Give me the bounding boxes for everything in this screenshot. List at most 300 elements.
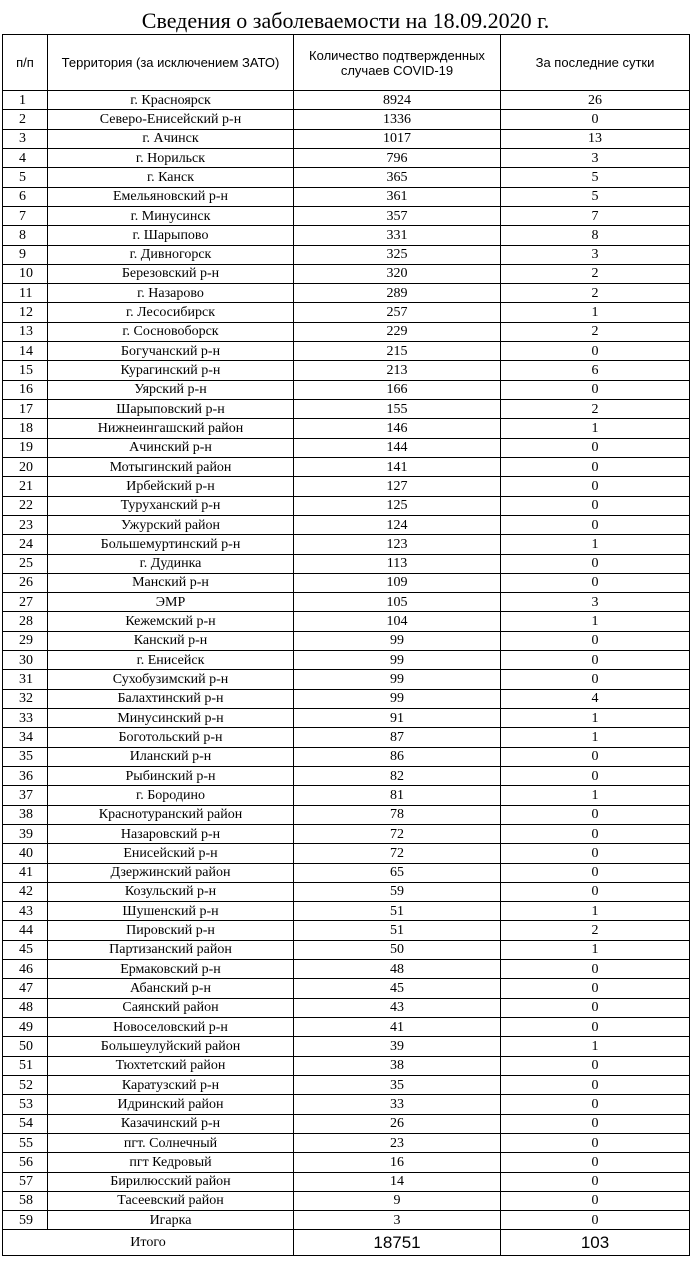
table-row	[3, 902, 690, 921]
confirmed-cases: 16	[294, 1153, 501, 1172]
confirmed-cases: 86	[294, 747, 501, 766]
last-day-cases: 0	[501, 380, 690, 399]
last-day-cases: 2	[501, 322, 690, 341]
last-day-cases: 8	[501, 226, 690, 245]
table-row	[3, 400, 690, 419]
row-number: 47	[3, 979, 48, 998]
table-row	[3, 554, 690, 573]
row-number: 1	[3, 91, 48, 110]
last-day-cases: 0	[501, 1172, 690, 1191]
territory-name: Партизанский район	[48, 940, 294, 959]
last-day-cases: 0	[501, 631, 690, 650]
table-row	[3, 593, 690, 612]
last-day-cases: 0	[501, 863, 690, 882]
table-row	[3, 438, 690, 457]
row-number: 6	[3, 187, 48, 206]
territory-name: г. Бородино	[48, 786, 294, 805]
table-row	[3, 361, 690, 380]
table-row	[3, 689, 690, 708]
total-cases: 18751	[294, 1230, 501, 1256]
row-number: 31	[3, 670, 48, 689]
table-row	[3, 1211, 690, 1230]
territory-name: Мотыгинский район	[48, 457, 294, 476]
row-number: 49	[3, 1018, 48, 1037]
territory-name: Нижнеингашский район	[48, 419, 294, 438]
table-row	[3, 187, 690, 206]
territory-name: Сухобузимский р-н	[48, 670, 294, 689]
table-row	[3, 1153, 690, 1172]
table-row	[3, 805, 690, 824]
last-day-cases: 1	[501, 902, 690, 921]
table-row	[3, 1056, 690, 1075]
table-row	[3, 1133, 690, 1152]
confirmed-cases: 72	[294, 844, 501, 863]
row-number: 56	[3, 1153, 48, 1172]
confirmed-cases: 50	[294, 940, 501, 959]
table-row	[3, 1095, 690, 1114]
confirmed-cases: 357	[294, 206, 501, 225]
last-day-cases: 1	[501, 709, 690, 728]
row-number: 32	[3, 689, 48, 708]
table-row	[3, 960, 690, 979]
table-row	[3, 786, 690, 805]
confirmed-cases: 51	[294, 902, 501, 921]
row-number: 55	[3, 1133, 48, 1152]
last-day-cases: 0	[501, 1114, 690, 1133]
territory-name: Бирилюсский район	[48, 1172, 294, 1191]
table-row	[3, 457, 690, 476]
confirmed-cases: 144	[294, 438, 501, 457]
table-row	[3, 1075, 690, 1094]
row-number: 37	[3, 786, 48, 805]
table-row	[3, 651, 690, 670]
last-day-cases: 0	[501, 477, 690, 496]
last-day-cases: 1	[501, 303, 690, 322]
table-row	[3, 496, 690, 515]
territory-name: Боготольский р-н	[48, 728, 294, 747]
confirmed-cases: 361	[294, 187, 501, 206]
last-day-cases: 3	[501, 245, 690, 264]
row-number: 53	[3, 1095, 48, 1114]
table-row	[3, 863, 690, 882]
confirmed-cases: 3	[294, 1211, 501, 1230]
confirmed-cases: 78	[294, 805, 501, 824]
territory-name: Саянский район	[48, 998, 294, 1017]
last-day-cases: 0	[501, 496, 690, 515]
confirmed-cases: 43	[294, 998, 501, 1017]
confirmed-cases: 99	[294, 689, 501, 708]
last-day-cases: 0	[501, 1075, 690, 1094]
row-number: 58	[3, 1191, 48, 1210]
confirmed-cases: 104	[294, 612, 501, 631]
table-row	[3, 264, 690, 283]
row-number: 40	[3, 844, 48, 863]
last-day-cases: 0	[501, 515, 690, 534]
territory-name: г. Назарово	[48, 284, 294, 303]
territory-name: г. Дивногорск	[48, 245, 294, 264]
territory-name: Идринский район	[48, 1095, 294, 1114]
confirmed-cases: 166	[294, 380, 501, 399]
table-row	[3, 129, 690, 148]
confirmed-cases: 82	[294, 766, 501, 785]
table-row	[3, 709, 690, 728]
confirmed-cases: 215	[294, 342, 501, 361]
territory-name: Емельяновский р-н	[48, 187, 294, 206]
territory-name: Казачинский р-н	[48, 1114, 294, 1133]
last-day-cases: 0	[501, 960, 690, 979]
confirmed-cases: 65	[294, 863, 501, 882]
territory-name: Назаровский р-н	[48, 824, 294, 843]
confirmed-cases: 99	[294, 631, 501, 650]
confirmed-cases: 127	[294, 477, 501, 496]
territory-name: г. Ачинск	[48, 129, 294, 148]
table-row	[3, 631, 690, 650]
table-row	[3, 728, 690, 747]
confirmed-cases: 99	[294, 651, 501, 670]
territory-name: Минусинский р-н	[48, 709, 294, 728]
last-day-cases: 1	[501, 728, 690, 747]
table-row	[3, 303, 690, 322]
row-number: 22	[3, 496, 48, 515]
last-day-cases: 0	[501, 1018, 690, 1037]
last-day-cases: 5	[501, 187, 690, 206]
row-number: 57	[3, 1172, 48, 1191]
last-day-cases: 0	[501, 342, 690, 361]
territory-name: пгт Кедровый	[48, 1153, 294, 1172]
row-number: 50	[3, 1037, 48, 1056]
confirmed-cases: 1017	[294, 129, 501, 148]
confirmed-cases: 45	[294, 979, 501, 998]
last-day-cases: 0	[501, 110, 690, 129]
row-number: 5	[3, 168, 48, 187]
territory-name: Козульский р-н	[48, 882, 294, 901]
row-number: 48	[3, 998, 48, 1017]
territory-name: Курагинский р-н	[48, 361, 294, 380]
last-day-cases: 7	[501, 206, 690, 225]
row-number: 43	[3, 902, 48, 921]
territory-name: Ирбейский р-н	[48, 477, 294, 496]
table-row	[3, 670, 690, 689]
table-row	[3, 882, 690, 901]
row-number: 46	[3, 960, 48, 979]
table-row	[3, 342, 690, 361]
last-day-cases: 0	[501, 1056, 690, 1075]
confirmed-cases: 99	[294, 670, 501, 689]
last-day-cases: 0	[501, 1095, 690, 1114]
table-row	[3, 1191, 690, 1210]
last-day-cases: 0	[501, 651, 690, 670]
last-day-cases: 0	[501, 882, 690, 901]
confirmed-cases: 113	[294, 554, 501, 573]
row-number: 39	[3, 824, 48, 843]
row-number: 26	[3, 573, 48, 592]
row-number: 35	[3, 747, 48, 766]
row-number: 13	[3, 322, 48, 341]
confirmed-cases: 87	[294, 728, 501, 747]
last-day-cases: 0	[501, 554, 690, 573]
territory-name: Новоселовский р-н	[48, 1018, 294, 1037]
last-day-cases: 0	[501, 766, 690, 785]
last-day-cases: 5	[501, 168, 690, 187]
territory-name: ЭМР	[48, 593, 294, 612]
territory-name: Игарка	[48, 1211, 294, 1230]
territory-name: Большеулуйский район	[48, 1037, 294, 1056]
row-number: 19	[3, 438, 48, 457]
confirmed-cases: 41	[294, 1018, 501, 1037]
row-number: 4	[3, 148, 48, 167]
territory-name: Большемуртинский р-н	[48, 535, 294, 554]
confirmed-cases: 109	[294, 573, 501, 592]
territory-name: Ермаковский р-н	[48, 960, 294, 979]
last-day-cases: 0	[501, 1153, 690, 1172]
territory-name: Ачинский р-н	[48, 438, 294, 457]
table-row	[3, 573, 690, 592]
row-number: 29	[3, 631, 48, 650]
territory-name: Иланский р-н	[48, 747, 294, 766]
territory-name: Абанский р-н	[48, 979, 294, 998]
row-number: 12	[3, 303, 48, 322]
row-number: 41	[3, 863, 48, 882]
confirmed-cases: 325	[294, 245, 501, 264]
confirmed-cases: 331	[294, 226, 501, 245]
last-day-cases: 0	[501, 457, 690, 476]
territory-name: Рыбинский р-н	[48, 766, 294, 785]
table-row	[3, 419, 690, 438]
last-day-cases: 0	[501, 1211, 690, 1230]
row-number: 3	[3, 129, 48, 148]
last-day-cases: 3	[501, 593, 690, 612]
confirmed-cases: 8924	[294, 91, 501, 110]
last-day-cases: 0	[501, 805, 690, 824]
table-row	[3, 535, 690, 554]
confirmed-cases: 91	[294, 709, 501, 728]
territory-name: г. Канск	[48, 168, 294, 187]
territory-name: Тюхтетский район	[48, 1056, 294, 1075]
territory-name: г. Норильск	[48, 148, 294, 167]
row-number: 38	[3, 805, 48, 824]
last-day-cases: 0	[501, 979, 690, 998]
confirmed-cases: 35	[294, 1075, 501, 1094]
last-day-cases: 6	[501, 361, 690, 380]
confirmed-cases: 1336	[294, 110, 501, 129]
confirmed-cases: 9	[294, 1191, 501, 1210]
row-number: 24	[3, 535, 48, 554]
confirmed-cases: 33	[294, 1095, 501, 1114]
last-day-cases: 4	[501, 689, 690, 708]
table-row	[3, 284, 690, 303]
row-number: 11	[3, 284, 48, 303]
header-confirmed-cases: Количество подтвержденных случаев COVID-19	[294, 35, 501, 91]
territory-name: Дзержинский район	[48, 863, 294, 882]
territory-name: Богучанский р-н	[48, 342, 294, 361]
territory-name: Манский р-н	[48, 573, 294, 592]
table-row	[3, 612, 690, 631]
row-number: 33	[3, 709, 48, 728]
row-number: 54	[3, 1114, 48, 1133]
confirmed-cases: 23	[294, 1133, 501, 1152]
table-row	[3, 921, 690, 940]
confirmed-cases: 48	[294, 960, 501, 979]
row-number: 10	[3, 264, 48, 283]
table-row	[3, 245, 690, 264]
last-day-cases: 0	[501, 998, 690, 1017]
table-row	[3, 148, 690, 167]
territory-name: г. Минусинск	[48, 206, 294, 225]
last-day-cases: 0	[501, 438, 690, 457]
row-number: 27	[3, 593, 48, 612]
table-row	[3, 766, 690, 785]
table-row	[3, 1037, 690, 1056]
last-day-cases: 1	[501, 786, 690, 805]
row-number: 21	[3, 477, 48, 496]
header-number: п/п	[3, 35, 48, 91]
territory-name: Балахтинский р-н	[48, 689, 294, 708]
table-row	[3, 1172, 690, 1191]
confirmed-cases: 72	[294, 824, 501, 843]
table-header-row	[3, 35, 690, 91]
confirmed-cases: 289	[294, 284, 501, 303]
confirmed-cases: 38	[294, 1056, 501, 1075]
row-number: 15	[3, 361, 48, 380]
table-row	[3, 477, 690, 496]
row-number: 18	[3, 419, 48, 438]
last-day-cases: 13	[501, 129, 690, 148]
confirmed-cases: 51	[294, 921, 501, 940]
row-number: 34	[3, 728, 48, 747]
territory-name: Туруханский р-н	[48, 496, 294, 515]
table-row	[3, 515, 690, 534]
territory-name: Каратузский р-н	[48, 1075, 294, 1094]
territory-name: г. Дудинка	[48, 554, 294, 573]
confirmed-cases: 81	[294, 786, 501, 805]
last-day-cases: 0	[501, 573, 690, 592]
territory-name: г. Лесосибирск	[48, 303, 294, 322]
territory-name: г. Шарыпово	[48, 226, 294, 245]
last-day-cases: 3	[501, 148, 690, 167]
territory-name: Северо-Енисейский р-н	[48, 110, 294, 129]
confirmed-cases: 320	[294, 264, 501, 283]
row-number: 52	[3, 1075, 48, 1094]
territory-name: Пировский р-н	[48, 921, 294, 940]
row-number: 28	[3, 612, 48, 631]
territory-name: Шарыповский р-н	[48, 400, 294, 419]
covid-cases-table	[2, 34, 690, 1256]
last-day-cases: 0	[501, 1133, 690, 1152]
confirmed-cases: 125	[294, 496, 501, 515]
table-row	[3, 380, 690, 399]
table-row	[3, 998, 690, 1017]
row-number: 42	[3, 882, 48, 901]
table-row	[3, 844, 690, 863]
row-number: 14	[3, 342, 48, 361]
last-day-cases: 1	[501, 940, 690, 959]
last-day-cases: 0	[501, 670, 690, 689]
confirmed-cases: 39	[294, 1037, 501, 1056]
confirmed-cases: 365	[294, 168, 501, 187]
table-body	[3, 91, 690, 1230]
row-number: 25	[3, 554, 48, 573]
row-number: 44	[3, 921, 48, 940]
total-label: Итого	[3, 1230, 294, 1256]
territory-name: Березовский р-н	[48, 264, 294, 283]
table-row	[3, 91, 690, 110]
table-row	[3, 1114, 690, 1133]
row-number: 20	[3, 457, 48, 476]
total-last-day: 103	[501, 1230, 690, 1256]
table-row	[3, 110, 690, 129]
table-row	[3, 940, 690, 959]
row-number: 7	[3, 206, 48, 225]
row-number: 36	[3, 766, 48, 785]
table-row	[3, 824, 690, 843]
last-day-cases: 1	[501, 612, 690, 631]
row-number: 2	[3, 110, 48, 129]
territory-name: г. Енисейск	[48, 651, 294, 670]
confirmed-cases: 796	[294, 148, 501, 167]
confirmed-cases: 26	[294, 1114, 501, 1133]
row-number: 59	[3, 1211, 48, 1230]
territory-name: Уярский р-н	[48, 380, 294, 399]
row-number: 8	[3, 226, 48, 245]
confirmed-cases: 229	[294, 322, 501, 341]
last-day-cases: 2	[501, 284, 690, 303]
row-number: 45	[3, 940, 48, 959]
confirmed-cases: 105	[294, 593, 501, 612]
territory-name: Краснотуранский район	[48, 805, 294, 824]
confirmed-cases: 155	[294, 400, 501, 419]
last-day-cases: 26	[501, 91, 690, 110]
confirmed-cases: 146	[294, 419, 501, 438]
territory-name: Канский р-н	[48, 631, 294, 650]
table-row	[3, 747, 690, 766]
last-day-cases: 2	[501, 921, 690, 940]
territory-name: пгт. Солнечный	[48, 1133, 294, 1152]
row-number: 17	[3, 400, 48, 419]
table-row	[3, 226, 690, 245]
last-day-cases: 1	[501, 535, 690, 554]
territory-name: Ужурский район	[48, 515, 294, 534]
row-number: 9	[3, 245, 48, 264]
confirmed-cases: 59	[294, 882, 501, 901]
confirmed-cases: 124	[294, 515, 501, 534]
last-day-cases: 0	[501, 824, 690, 843]
table-row	[3, 979, 690, 998]
total-row	[3, 1230, 690, 1256]
territory-name: Кежемский р-н	[48, 612, 294, 631]
header-territory: Территория (за исключением ЗАТО)	[48, 35, 294, 91]
last-day-cases: 2	[501, 264, 690, 283]
row-number: 16	[3, 380, 48, 399]
row-number: 51	[3, 1056, 48, 1075]
last-day-cases: 1	[501, 419, 690, 438]
confirmed-cases: 123	[294, 535, 501, 554]
confirmed-cases: 141	[294, 457, 501, 476]
confirmed-cases: 213	[294, 361, 501, 380]
confirmed-cases: 257	[294, 303, 501, 322]
last-day-cases: 2	[501, 400, 690, 419]
table-row	[3, 168, 690, 187]
confirmed-cases: 14	[294, 1172, 501, 1191]
table-row	[3, 322, 690, 341]
territory-name: Тасеевский район	[48, 1191, 294, 1210]
table-row	[3, 1018, 690, 1037]
page-title: Сведения о заболеваемости на 18.09.2020 г.	[141, 8, 550, 33]
territory-name: г. Красноярск	[48, 91, 294, 110]
header-last-day: За последние сутки	[501, 35, 690, 91]
last-day-cases: 0	[501, 844, 690, 863]
territory-name: Енисейский р-н	[48, 844, 294, 863]
last-day-cases: 1	[501, 1037, 690, 1056]
